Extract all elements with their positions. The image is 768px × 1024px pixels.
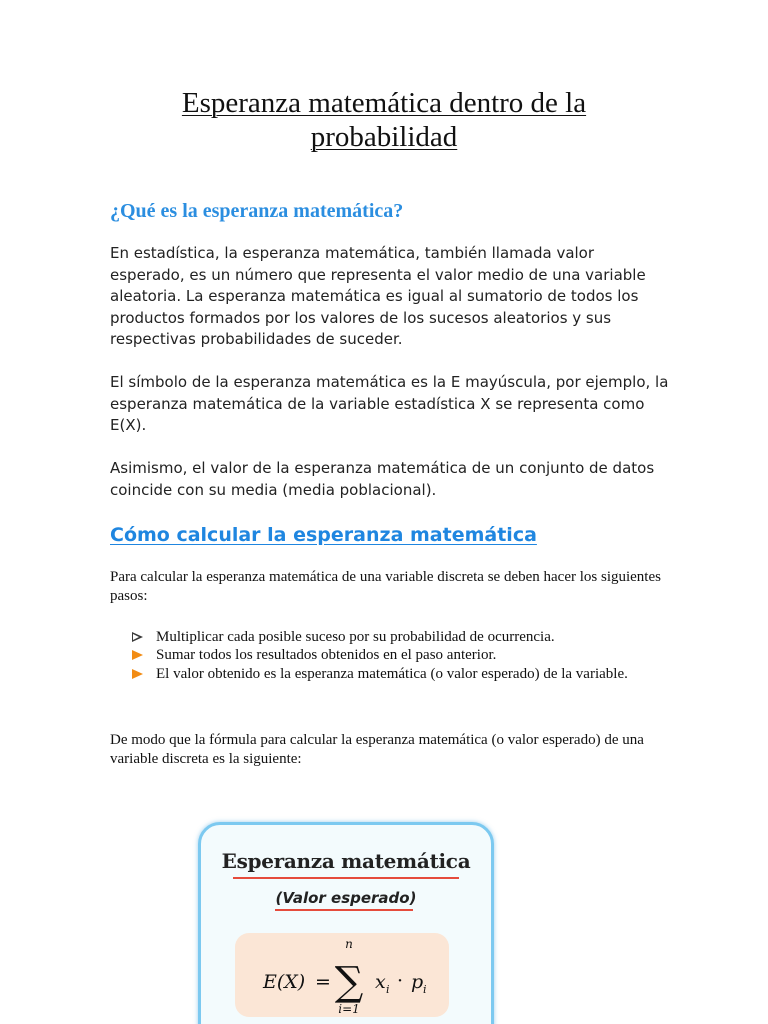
step-text: Multiplicar cada posible suceso por su probabilidad de ocurrencia.: [156, 629, 555, 645]
paragraph-symbol: El símbolo de la esperanza matemática es la E mayúscula, por ejemplo, la esperanza matemática de la variable estadística X se representa como E(X).: [110, 373, 669, 434]
formula-card-title: Esperanza matemática: [221, 849, 471, 873]
list-item: [132, 628, 652, 646]
page-title-line-2: probabilidad: [310, 121, 458, 153]
formula-lhs: E(X): [263, 971, 306, 993]
formula-box: [235, 933, 449, 1017]
paragraph-steps-intro: Para calcular la esperanza matemática de una variable discreta se deben hacer los siguientes pasos:: [110, 569, 661, 604]
arrow-bullet-icon: [132, 632, 143, 642]
page-title: [0, 86, 768, 154]
subtitle-underline: [275, 909, 413, 911]
formula-equals: =: [315, 971, 331, 993]
title-underline: [233, 877, 459, 879]
sum-symbol: ∑: [334, 959, 364, 1005]
sum-upper-limit: n: [345, 937, 353, 951]
arrow-bullet-icon: [132, 669, 143, 679]
section-heading-how-to-calculate: Cómo calcular la esperanza matemática: [110, 524, 537, 546]
formula-expression: [235, 933, 449, 1017]
formula-card-subtitle: (Valor esperado): [275, 889, 417, 907]
steps-list: [132, 628, 652, 683]
list-item: [132, 646, 652, 664]
sum-lower-limit: i=1: [338, 1002, 360, 1016]
formula-card: [198, 822, 494, 1024]
step-text: El valor obtenido es la esperanza matemática (o valor esperado) de la variable.: [156, 665, 628, 682]
term-p: p: [411, 971, 424, 993]
term-p-subscript: i: [423, 983, 427, 996]
section-heading-what-is: ¿Qué es la esperanza matemática?: [110, 200, 404, 222]
arrow-bullet-icon: [132, 650, 143, 660]
term-x-subscript: i: [386, 983, 390, 996]
paragraph-definition: En estadística, la esperanza matemática, también llamada valor esperado, es un número que representa el valor medio de una variable aleatoria. La esperanza matemática es igual al sumatorio de todos los productos formados por los valores de los sucesos aleatorios y sus respectivas probabilidades de suceder.: [110, 244, 646, 348]
list-item: [132, 665, 652, 683]
page-title-line-1: Esperanza matemática dentro de la: [181, 87, 587, 119]
term-x: x: [375, 971, 386, 993]
paragraph-mean: Asimismo, el valor de la esperanza matemática de un conjunto de datos coincide con su media (media poblacional).: [110, 459, 655, 499]
multiply-dot: ·: [397, 970, 404, 992]
paragraph-formula-intro: De modo que la fórmula para calcular la esperanza matemática (o valor esperado) de una variable discreta es la siguiente:: [110, 732, 644, 767]
step-text: Sumar todos los resultados obtenidos en el paso anterior.: [156, 647, 497, 664]
